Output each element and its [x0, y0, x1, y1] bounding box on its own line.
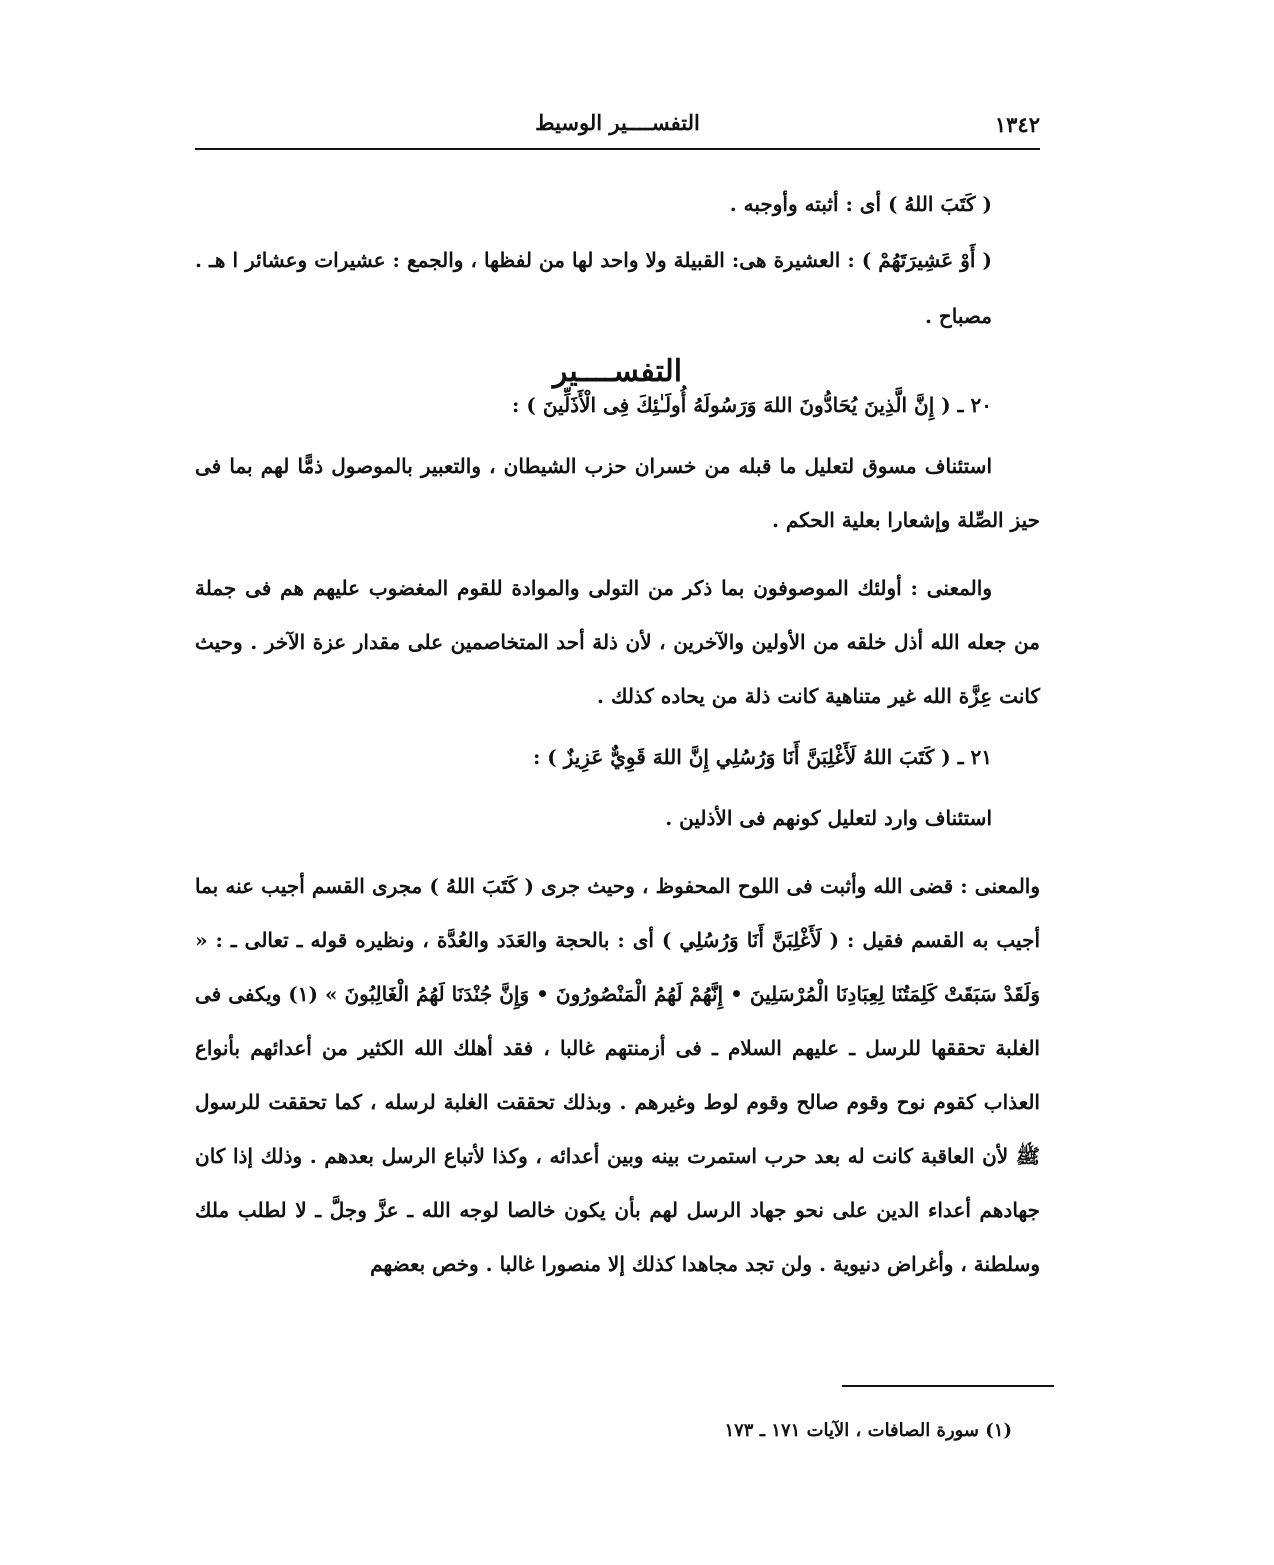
footnote: (١) سورة الصافات ، الآيات ١٧١ ـ ١٧٣: [724, 1420, 1012, 1441]
footnote-divider: [842, 1385, 1054, 1387]
paragraph-2: والمعنى : أولئك الموصوفون بما ذكر من التولى والموادة للقوم المغضوب عليهم هم فى جملة من جعله الله أذل خلقه من الأولين والآخرين ، لأن ذلة أحد المتخاصمين على مقدار عزة الآخر . وحيث كانت عِزَّة الله غير متناهية كانت ذلة من يحاده كذلك .: [195, 576, 1040, 708]
paragraph-3: استئناف وارد لتعليل كونهم فى الأذلين .: [665, 806, 992, 830]
verse-21: ٢١ ـ ( كَتَبَ اللهُ لَأَغْلِبَنَّ أَنَا وَرُسُلِي إِنَّ اللهَ قَوِيٌّ عَزِيزٌ ) :: [532, 745, 992, 769]
glossary-section: [195, 176, 1040, 344]
glossary-entry: ( أَوْ عَشِيرَتَهُمْ ) : العشيرة هى: القبيلة ولا واحد لها من لفظها ، والجمع : عشيرات وعشائر ا هـ . مصباح .: [195, 248, 992, 328]
paragraph-1: استئناف مسوق لتعليل ما قبله من خسران حزب الشيطان ، والتعبير بالموصول ذمًّا لهم بما فى حيز الصِّلة وإشعارا بعلية الحكم .: [195, 454, 1040, 532]
section-heading: التفســــير: [552, 354, 683, 389]
paragraph-4: والمعنى : قضى الله وأثبت فى اللوح المحفوظ ، وحيث جرى ( كَتَبَ اللهُ ) مجرى القسم أجيب عنه بما أجيب به القسم فقيل : ( لَأَغْلِبَنَّ أَنَا وَرُسُلِي ) أى : بالحجة والعَدَد والعُدَّة ، ونظيره قوله ـ تعالى ـ : « وَلَقَدْ سَبَقَتْ كَلِمَتُنَا لِعِبَادِنَا الْمُرْسَلِينَ • إِنَّهُمْ لَهُمُ الْمَنْصُورُونَ • وَإِنَّ جُنْدَنَا لَهُمُ الْغَالِبُونَ » (١) ويكفى فى الغلبة تحققها للرسل ـ عليهم السلام ـ فى أزمنتهم غالبا ، فقد أهلك الله الكثير من أعدائهم بأنواع العذاب كقوم نوح وقوم صالح وقوم لوط وغيرهم . وبذلك تحققت الغلبة لرسله ، كما تحققت للرسول ﷺ لأن العاقبة كانت له بعد حرب استمرت بينه وبين أعدائه ، وكذا لأتباع الرسل بعدهم . وذلك إذا كان جهادهم أعداء الدين على نحو جهاد الرسل لهم بأن يكون خالصا لوجه الله ـ عزَّ وجلَّ ـ لا لطلب ملك وسلطنة ، وأغراض دنيوية . ولن تجد مجاهدا كذلك إلا منصورا غالبا . وخص بعضهم: [195, 874, 1040, 1276]
verse-20: ٢٠ ـ ( إِنَّ الَّذِينَ يُحَادُّونَ اللهَ وَرَسُولَهُ أُولَـٰئِكَ فِى الْأَذَلِّينَ ) :: [512, 393, 992, 417]
running-header: [195, 100, 1040, 150]
book-page: [195, 100, 1040, 1291]
page-number: ١٣٤٢: [994, 112, 1040, 137]
book-title: التفســــير الوسيط: [535, 110, 700, 135]
glossary-entry: ( كَتَبَ اللهُ ) أى : أثبته وأوجبه .: [729, 192, 992, 216]
